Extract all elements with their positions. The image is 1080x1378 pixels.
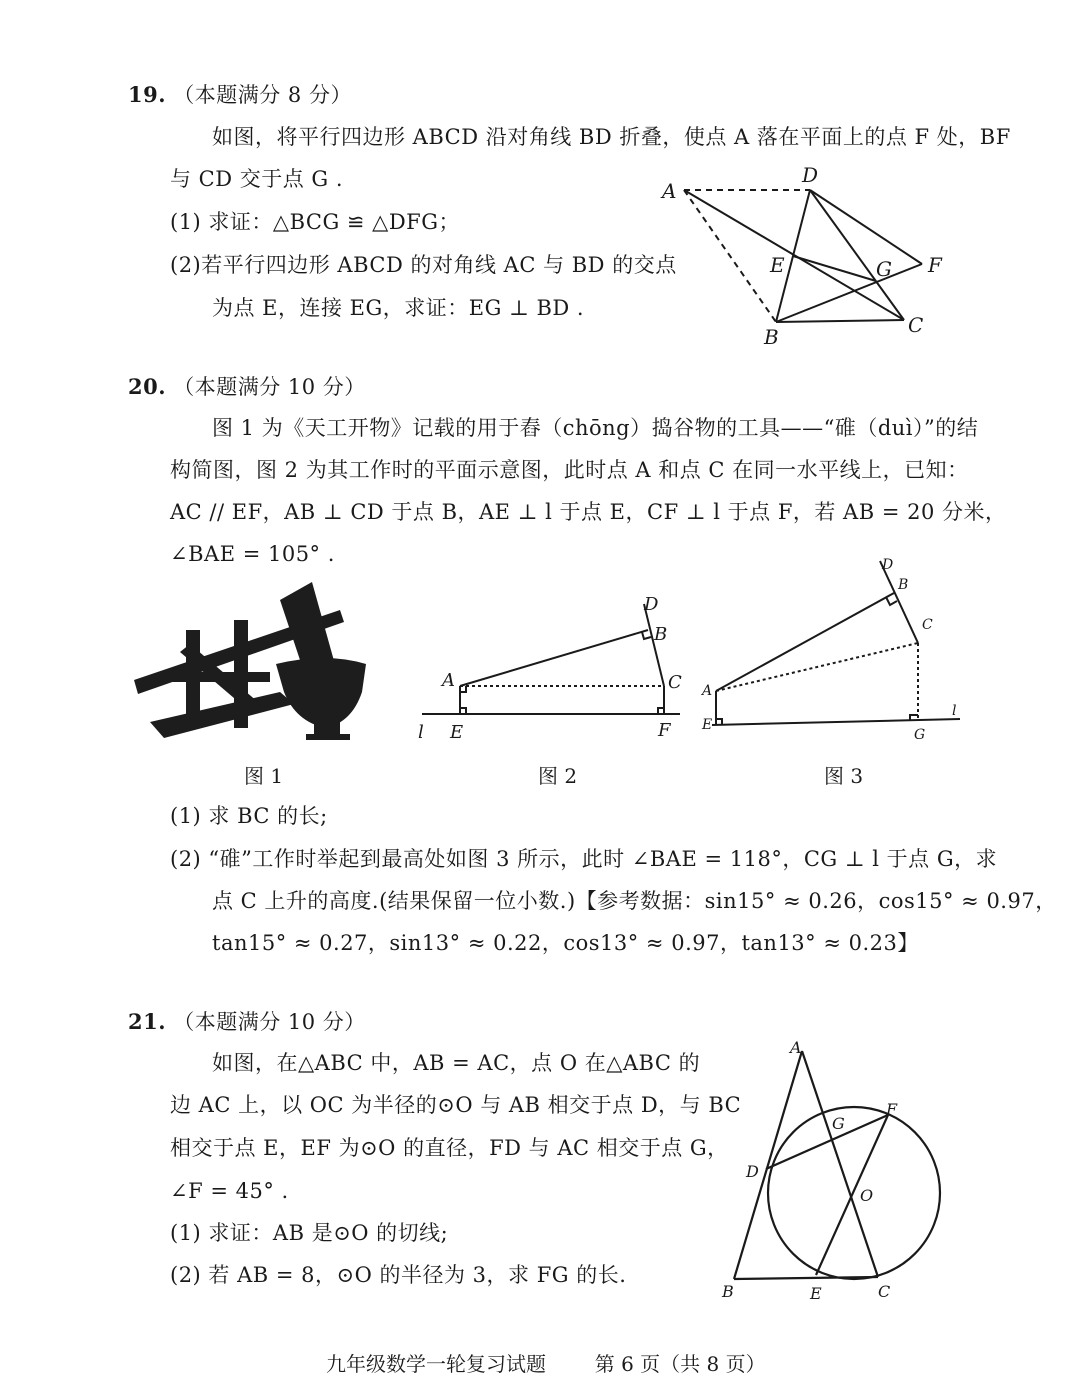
q20-fig1-mortar-foot	[314, 722, 340, 736]
q19-segment-eg	[793, 256, 876, 281]
q20-text-line1: 图 1 为《天工开物》记载的用于舂（chōng）捣谷物的工具——“碓（duì）”的结	[212, 416, 979, 440]
q20-fig2-label-f: F	[658, 720, 671, 741]
q19-text-line2: 与 CD 交于点 G .	[170, 167, 344, 191]
q20-fig3-label-c: C	[922, 617, 933, 633]
q19-label-c: C	[908, 313, 924, 337]
q19-label-d: D	[802, 163, 819, 187]
q19-text-line1: 如图，将平行四边形 ABCD 沿对角线 BD 折叠，使点 A 落在平面上的点 F 处，BF	[212, 125, 1011, 149]
q19-parallelogram-figure	[650, 160, 960, 350]
q20-fig3-label-d: D	[882, 557, 894, 573]
q20-fig3-label-e: E	[702, 717, 713, 733]
q20-fig2-label-d: D	[644, 594, 659, 615]
q21-header	[128, 1007, 366, 1037]
q19-segment-df	[810, 190, 922, 264]
footer-page-number: 第 6 页（共 8 页）	[594, 1352, 766, 1376]
q20-part2-line3: tan15° ≈ 0.27，sin13° ≈ 0.22，cos13° ≈ 0.97，tan13° ≈ 0.23】	[212, 931, 919, 955]
q20-figure1-pestle-illustration	[130, 572, 390, 752]
q20-fig2-label-e: E	[450, 722, 464, 743]
q20-text-line4: ∠BAE = 105° .	[170, 542, 335, 566]
q20-figure3-caption: 图 3	[824, 764, 864, 788]
q19-segment-ab	[684, 190, 776, 322]
q21-part2: (2) 若 AB = 8，⊙O 的半径为 3，求 FG 的长.	[170, 1263, 627, 1287]
q20-number: 20.	[128, 374, 167, 399]
q21-part1: (1) 求证：AB 是⊙O 的切线;	[170, 1221, 449, 1245]
q20-fig2-label-c: C	[668, 672, 682, 693]
q20-fig3-right-angle-b	[886, 597, 897, 605]
q21-score: （本题满分 10 分）	[173, 1010, 366, 1034]
q20-figure3	[698, 555, 968, 750]
q20-part2-line1: (2) “碓”工作时举起到最高处如图 3 所示，此时 ∠BAE = 118°，CG ⊥ l 于点 G，求	[170, 847, 998, 871]
q21-circle-figure	[720, 1035, 960, 1305]
q19-header	[128, 80, 352, 110]
q19-part2-line2: 为点 E，连接 EG，求证：EG ⊥ BD .	[212, 296, 585, 320]
q20-score: （本题满分 10 分）	[173, 375, 366, 399]
q20-part2-line2: 点 C 上升的高度.(结果保留一位小数.)【参考数据：sin15° ≈ 0.26，cos15° ≈ 0.97，	[212, 889, 1057, 913]
q19-label-e: E	[770, 253, 785, 277]
q21-text-line2: 边 AC 上，以 OC 为半径的⊙O 与 AB 相交于点 D，与 BC	[170, 1093, 742, 1117]
page-footer	[326, 1348, 766, 1377]
q21-segment-ab	[734, 1051, 802, 1279]
q20-fig3-line-l	[712, 719, 960, 725]
q19-label-a: A	[662, 179, 677, 203]
q20-figure1-caption: 图 1	[244, 764, 284, 788]
q19-score: （本题满分 8 分）	[173, 83, 352, 107]
q19-label-b: B	[764, 325, 779, 349]
q20-header	[128, 372, 366, 402]
q19-number: 19.	[128, 82, 167, 107]
q20-fig1-mortar-bowl	[276, 658, 366, 728]
q20-fig1-mortar-base	[306, 734, 350, 740]
q20-figure2-caption: 图 2	[538, 764, 578, 788]
q20-fig3-segment-ac	[716, 643, 918, 691]
q20-fig2-label-l: l	[418, 722, 424, 743]
q21-label-c: C	[878, 1282, 891, 1301]
q21-segment-fe	[816, 1115, 888, 1275]
q20-fig2-label-a: A	[442, 670, 455, 691]
q21-text-line3: 相交于点 E，EF 为⊙O 的直径，FD 与 AC 相交于点 G，	[170, 1136, 729, 1160]
footer-title: 九年级数学一轮复习试题	[326, 1352, 546, 1376]
q20-text-line2: 构简图，图 2 为其工作时的平面示意图，此时点 A 和点 C 在同一水平线上，已知：	[170, 458, 969, 482]
q21-label-f: F	[886, 1100, 898, 1119]
q19-label-f: F	[928, 253, 942, 277]
q20-fig3-segment-ab	[716, 593, 894, 691]
q19-part2-line1: (2)若平行四边形 ABCD 的对角线 AC 与 BD 的交点	[170, 253, 677, 277]
q20-fig3-label-b: B	[898, 577, 909, 593]
q21-number: 21.	[128, 1009, 167, 1034]
q19-segment-dc	[810, 190, 904, 320]
q20-fig3-segment-dc	[880, 561, 918, 643]
q20-fig1-base	[150, 692, 294, 738]
q20-figure2	[410, 590, 700, 750]
q20-fig2-right-angle-b	[642, 632, 651, 639]
q21-label-e: E	[810, 1284, 822, 1303]
q19-segment-bc	[776, 320, 904, 322]
q20-part1: (1) 求 BC 的长;	[170, 804, 328, 828]
q21-label-o: O	[860, 1186, 874, 1205]
q20-fig3-label-l: l	[952, 703, 957, 719]
q21-label-d: D	[746, 1162, 759, 1181]
q20-text-line3: AC // EF，AB ⊥ CD 于点 B，AE ⊥ l 于点 E，CF ⊥ l 于点 F，若 AB = 20 分米，	[170, 500, 1007, 524]
q21-label-a: A	[790, 1038, 802, 1057]
q20-fig3-label-g: G	[914, 727, 926, 743]
q21-text-line1: 如图，在△ABC 中，AB = AC，点 O 在△ABC 的	[212, 1051, 701, 1075]
q21-label-g: G	[832, 1114, 845, 1133]
q21-label-b: B	[722, 1282, 734, 1301]
q20-fig2-segment-ab	[460, 630, 648, 686]
q21-text-line4: ∠F = 45° .	[170, 1179, 289, 1203]
q20-fig2-label-b: B	[654, 624, 668, 645]
q20-fig2-segment-dc	[644, 604, 664, 686]
q20-fig3-label-a: A	[702, 683, 713, 699]
q19-label-g: G	[876, 257, 892, 281]
q19-part1: (1) 求证：△BCG ≌ △DFG；	[170, 210, 461, 234]
